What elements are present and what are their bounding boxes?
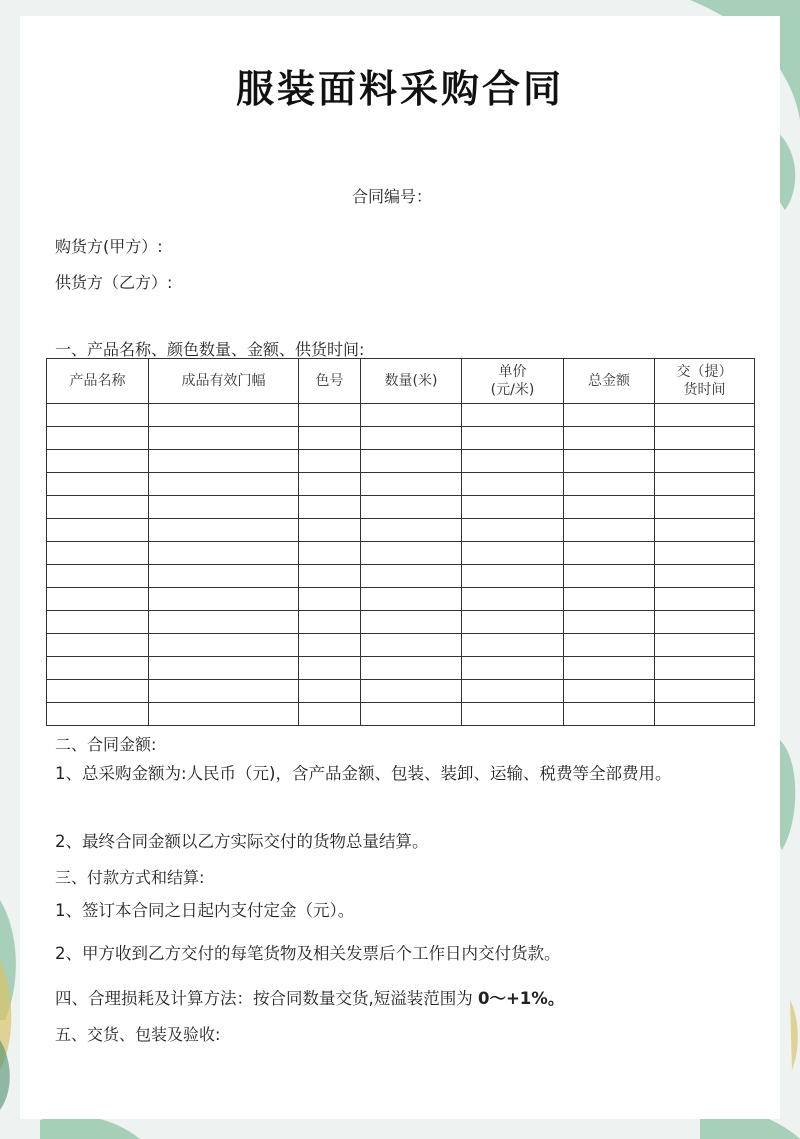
table-cell[interactable] <box>299 611 361 634</box>
table-cell[interactable] <box>462 588 564 611</box>
table-cell[interactable] <box>361 565 462 588</box>
clause-3-1: 1、签订本合同之日起内支付定金（元）。 <box>55 901 355 920</box>
table-cell[interactable] <box>149 496 299 519</box>
table-cell[interactable] <box>655 450 755 473</box>
table-cell[interactable] <box>564 519 655 542</box>
table-cell[interactable] <box>149 588 299 611</box>
table-header-cell: 成品有效门幅 <box>149 359 299 404</box>
table-cell[interactable] <box>149 450 299 473</box>
table-cell[interactable] <box>47 611 149 634</box>
table-cell[interactable] <box>47 565 149 588</box>
table-cell[interactable] <box>655 427 755 450</box>
table-row <box>47 588 755 611</box>
table-cell[interactable] <box>149 657 299 680</box>
table-cell[interactable] <box>462 611 564 634</box>
table-cell[interactable] <box>361 680 462 703</box>
table-cell[interactable] <box>149 473 299 496</box>
table-cell[interactable] <box>361 703 462 726</box>
table-cell[interactable] <box>149 680 299 703</box>
table-cell[interactable] <box>564 611 655 634</box>
table-header-cell: 色号 <box>299 359 361 404</box>
table-cell[interactable] <box>47 404 149 427</box>
table-cell[interactable] <box>655 542 755 565</box>
table-cell[interactable] <box>462 680 564 703</box>
table-row <box>47 657 755 680</box>
table-cell[interactable] <box>361 496 462 519</box>
table-cell[interactable] <box>655 473 755 496</box>
table-cell[interactable] <box>462 542 564 565</box>
table-cell[interactable] <box>47 680 149 703</box>
clause-3-2: 2、甲方收到乙方交付的每笔货物及相关发票后个工作日内交付货款。 <box>55 944 561 963</box>
seller-label: 供货方（乙方）: <box>55 273 173 292</box>
table-row <box>47 496 755 519</box>
product-table <box>46 358 755 726</box>
leaf-right-yellow <box>790 1000 798 1070</box>
table-cell[interactable] <box>47 657 149 680</box>
table-cell[interactable] <box>47 519 149 542</box>
table-cell[interactable] <box>299 427 361 450</box>
table-cell[interactable] <box>655 519 755 542</box>
table-cell[interactable] <box>655 657 755 680</box>
table-cell[interactable] <box>564 634 655 657</box>
table-cell[interactable] <box>361 427 462 450</box>
table-cell[interactable] <box>47 450 149 473</box>
table-cell[interactable] <box>564 450 655 473</box>
table-cell[interactable] <box>299 657 361 680</box>
table-cell[interactable] <box>47 473 149 496</box>
table-cell[interactable] <box>564 427 655 450</box>
section4-label: 四、合理损耗及计算方法：按合同数量交货,短溢装范围为 <box>55 989 473 1008</box>
table-cell[interactable] <box>299 404 361 427</box>
section3-heading: 三、付款方式和结算: <box>55 868 205 887</box>
table-cell[interactable] <box>149 634 299 657</box>
section1-heading: 一、产品名称、颜色数量、金额、供货时间: <box>55 340 365 359</box>
table-cell[interactable] <box>361 450 462 473</box>
table-row <box>47 519 755 542</box>
table-cell[interactable] <box>361 657 462 680</box>
document-title: 服装面料采购合同 <box>235 67 564 111</box>
table-cell[interactable] <box>462 634 564 657</box>
table-cell[interactable] <box>564 703 655 726</box>
clause-2-1: 1、总采购金额为:人民币（元)，含产品金额、包装、装卸、运输、税费等全部费用。 <box>55 764 672 783</box>
table-cell[interactable] <box>361 404 462 427</box>
table-cell[interactable] <box>655 404 755 427</box>
table-row <box>47 427 755 450</box>
table-cell[interactable] <box>655 496 755 519</box>
table-row <box>47 473 755 496</box>
table-cell[interactable] <box>564 588 655 611</box>
table-cell[interactable] <box>299 450 361 473</box>
table-cell[interactable] <box>564 404 655 427</box>
table-cell[interactable] <box>299 496 361 519</box>
table-cell[interactable] <box>462 450 564 473</box>
table-cell[interactable] <box>564 542 655 565</box>
table-cell[interactable] <box>149 703 299 726</box>
table-cell[interactable] <box>655 611 755 634</box>
product-table-header-row <box>47 359 755 404</box>
table-cell[interactable] <box>149 565 299 588</box>
table-cell[interactable] <box>47 496 149 519</box>
table-cell[interactable] <box>655 634 755 657</box>
table-cell[interactable] <box>299 542 361 565</box>
table-cell[interactable] <box>47 427 149 450</box>
table-cell[interactable] <box>655 565 755 588</box>
table-row <box>47 542 755 565</box>
table-cell[interactable] <box>149 519 299 542</box>
table-cell[interactable] <box>299 703 361 726</box>
table-cell[interactable] <box>47 542 149 565</box>
table-header-cell: 单价 (元/米) <box>462 359 564 404</box>
table-cell[interactable] <box>655 680 755 703</box>
table-cell[interactable] <box>564 657 655 680</box>
table-header-cell: 数量(米) <box>361 359 462 404</box>
table-cell[interactable] <box>361 588 462 611</box>
contract-number-label: 合同编号： <box>352 187 433 206</box>
leaf-left-dark <box>0 1040 10 1110</box>
table-cell[interactable] <box>462 496 564 519</box>
table-cell[interactable] <box>361 542 462 565</box>
table-cell[interactable] <box>462 703 564 726</box>
table-cell[interactable] <box>149 404 299 427</box>
table-cell[interactable] <box>299 473 361 496</box>
section2-heading: 二、合同金额: <box>55 735 157 754</box>
table-cell[interactable] <box>361 634 462 657</box>
table-cell[interactable] <box>564 473 655 496</box>
table-cell[interactable] <box>299 634 361 657</box>
table-row <box>47 565 755 588</box>
table-header-cell: 交（提） 货时间 <box>655 359 755 404</box>
section4-text <box>55 983 755 1014</box>
clause-2-2: 2、最终合同金额以乙方实际交付的货物总量结算。 <box>55 832 429 851</box>
table-cell[interactable] <box>361 473 462 496</box>
table-cell[interactable] <box>462 473 564 496</box>
table-cell[interactable] <box>655 703 755 726</box>
table-cell[interactable] <box>47 634 149 657</box>
table-cell[interactable] <box>149 611 299 634</box>
table-cell[interactable] <box>462 404 564 427</box>
table-cell[interactable] <box>564 680 655 703</box>
table-row <box>47 450 755 473</box>
table-row <box>47 680 755 703</box>
table-row <box>47 611 755 634</box>
table-row <box>47 703 755 726</box>
table-cell[interactable] <box>462 657 564 680</box>
table-cell[interactable] <box>149 427 299 450</box>
table-row <box>47 634 755 657</box>
table-cell[interactable] <box>361 519 462 542</box>
loss-range: 0～+1%。 <box>478 989 565 1008</box>
table-cell[interactable] <box>149 542 299 565</box>
table-cell[interactable] <box>299 680 361 703</box>
table-header-cell: 总金额 <box>564 359 655 404</box>
table-row <box>47 404 755 427</box>
table-cell[interactable] <box>655 588 755 611</box>
product-table-body <box>47 404 755 726</box>
table-cell[interactable] <box>299 565 361 588</box>
table-cell[interactable] <box>462 427 564 450</box>
table-cell[interactable] <box>47 588 149 611</box>
table-header-cell: 产品名称 <box>47 359 149 404</box>
table-cell[interactable] <box>361 611 462 634</box>
buyer-label: 购货方(甲方）: <box>55 237 163 256</box>
table-cell[interactable] <box>462 519 564 542</box>
table-cell[interactable] <box>462 565 564 588</box>
table-cell[interactable] <box>564 565 655 588</box>
table-cell[interactable] <box>564 496 655 519</box>
table-cell[interactable] <box>299 519 361 542</box>
table-cell[interactable] <box>47 703 149 726</box>
section5-heading: 五、交货、包装及验收: <box>55 1025 221 1044</box>
table-cell[interactable] <box>299 588 361 611</box>
